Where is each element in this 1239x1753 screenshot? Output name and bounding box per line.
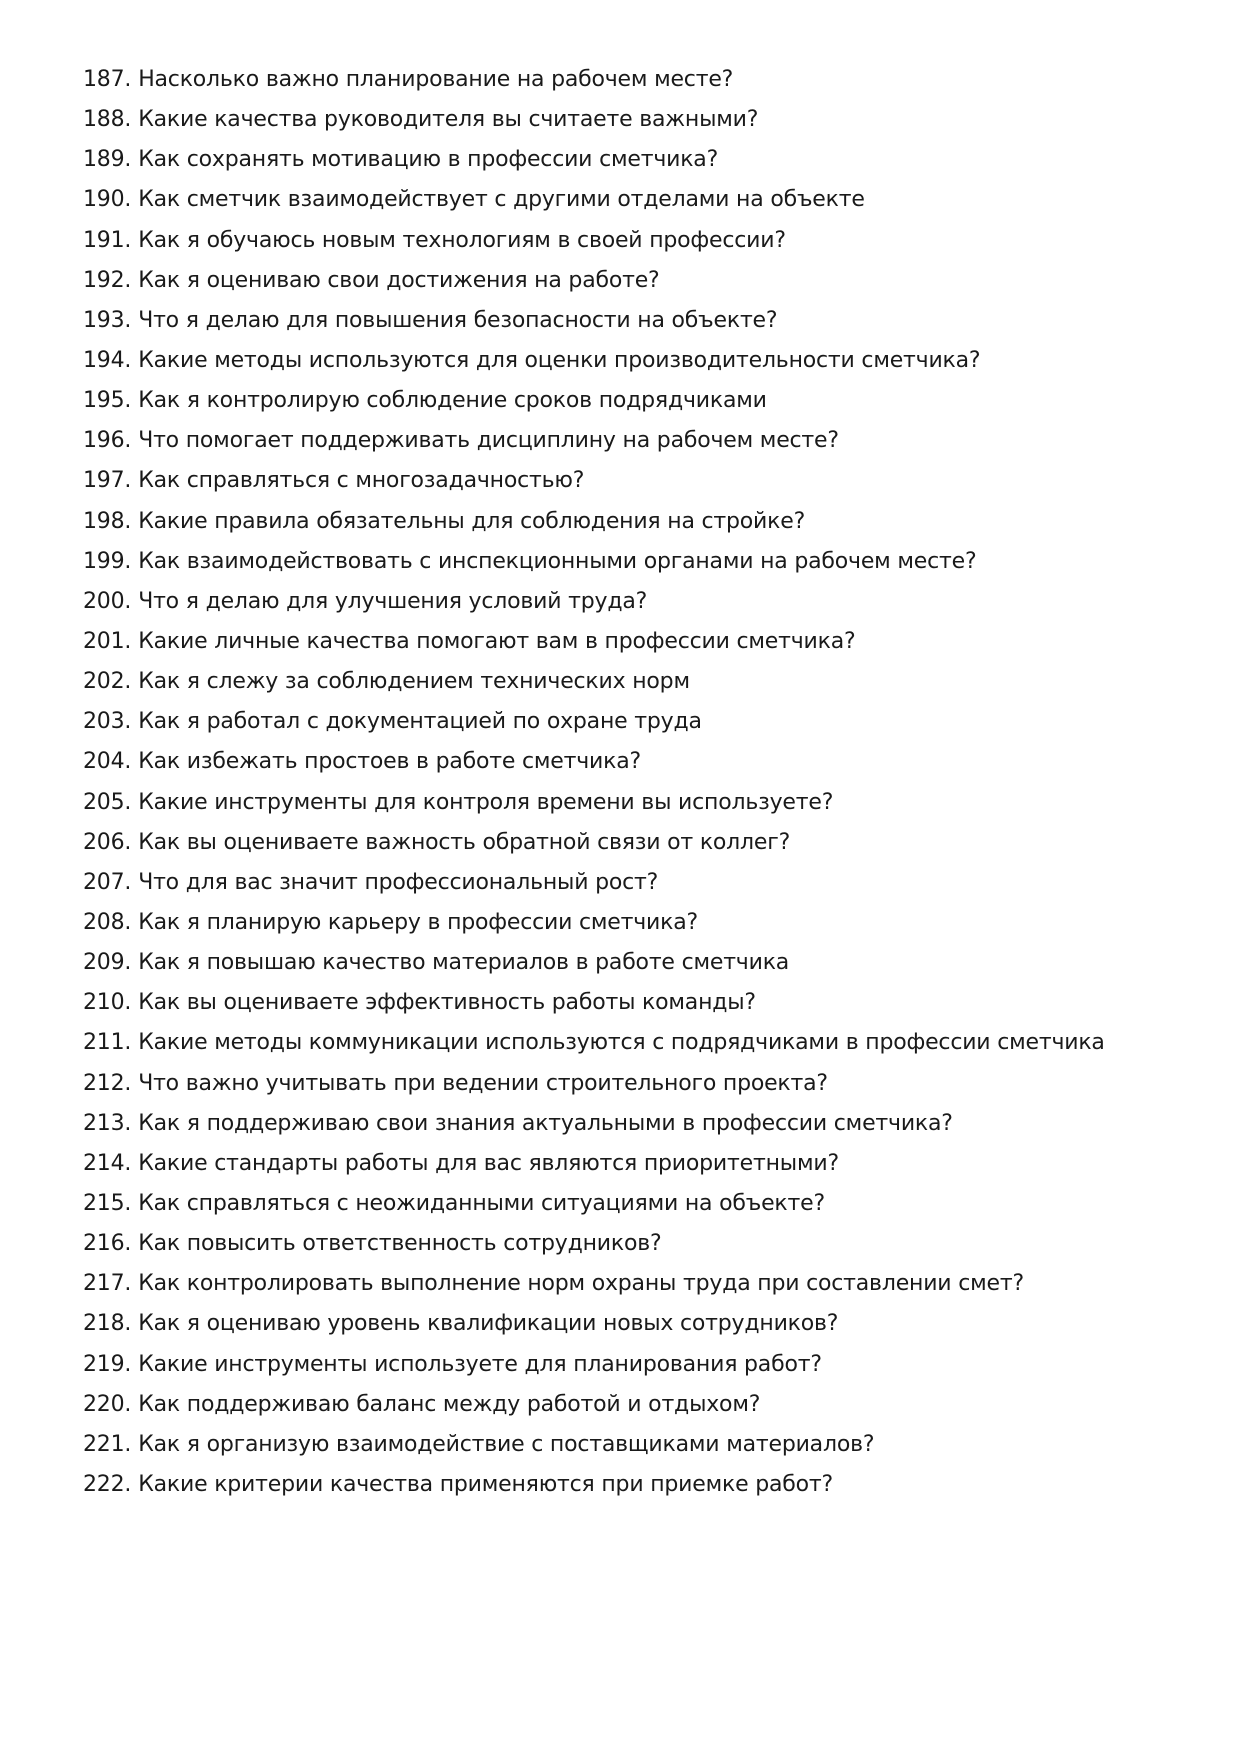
question-item xyxy=(83,221,1203,261)
question-text: Какие инструменты используете для планирования работ? xyxy=(138,1351,822,1377)
question-list xyxy=(83,60,1203,1505)
question-text: Как поддерживаю баланс между работой и отдыхом? xyxy=(138,1391,761,1417)
question-text: Как я обучаюсь новым технологиям в своей профессии? xyxy=(138,227,786,253)
question-item xyxy=(83,582,1203,622)
question-item xyxy=(83,622,1203,662)
question-text: Как я организую взаимодействие с поставщиками материалов? xyxy=(138,1431,875,1457)
question-text: Какие качества руководителя вы считаете важными? xyxy=(138,107,759,133)
question-item xyxy=(83,983,1203,1023)
question-number: 191. xyxy=(83,227,132,253)
question-item xyxy=(83,742,1203,782)
question-text: Как справляться с неожиданными ситуациями на объекте? xyxy=(138,1190,825,1216)
question-item xyxy=(83,662,1203,702)
question-text: Какие стандарты работы для вас являются приоритетными? xyxy=(138,1150,839,1176)
question-number: 205. xyxy=(83,789,132,815)
question-text: Как избежать простоев в работе сметчика? xyxy=(138,749,641,775)
question-item xyxy=(83,1465,1203,1505)
question-number: 220. xyxy=(83,1391,132,1417)
question-text: Как я повышаю качество материалов в работе сметчика xyxy=(138,950,790,976)
question-number: 202. xyxy=(83,669,132,695)
question-text: Как я оцениваю уровень квалификации новых сотрудников? xyxy=(138,1311,839,1337)
question-number: 222. xyxy=(83,1471,132,1497)
question-text: Как взаимодействовать с инспекционными органами на рабочем месте? xyxy=(138,548,977,574)
question-item xyxy=(83,1385,1203,1425)
question-number: 204. xyxy=(83,749,132,775)
question-number: 217. xyxy=(83,1271,132,1297)
question-item xyxy=(83,502,1203,542)
question-number: 210. xyxy=(83,990,132,1016)
question-text: Что помогает поддерживать дисциплину на рабочем месте? xyxy=(138,428,839,454)
question-text: Как повысить ответственность сотрудников? xyxy=(138,1231,662,1257)
question-text: Что для вас значит профессиональный рост? xyxy=(138,869,659,895)
question-text: Что я делаю для повышения безопасности на объекте? xyxy=(138,307,778,333)
question-number: 192. xyxy=(83,267,132,293)
question-number: 187. xyxy=(83,67,132,92)
question-item xyxy=(83,943,1203,983)
question-number: 208. xyxy=(83,909,132,935)
question-item xyxy=(83,542,1203,582)
question-text: Какие критерии качества применяются при приемке работ? xyxy=(138,1471,833,1497)
question-number: 212. xyxy=(83,1070,132,1096)
question-item xyxy=(83,421,1203,461)
question-text: Как я оцениваю свои достижения на работе? xyxy=(138,267,660,293)
question-number: 221. xyxy=(83,1431,132,1457)
question-item xyxy=(83,702,1203,742)
question-item xyxy=(83,1144,1203,1184)
question-item xyxy=(83,863,1203,903)
question-item xyxy=(83,1064,1203,1104)
question-item xyxy=(83,341,1203,381)
question-number: 218. xyxy=(83,1311,132,1337)
question-number: 203. xyxy=(83,709,132,735)
question-text: Как я контролирую соблюдение сроков подрядчиками xyxy=(138,388,767,414)
question-item xyxy=(83,1345,1203,1385)
question-number: 199. xyxy=(83,548,132,574)
question-item xyxy=(83,1104,1203,1144)
question-item xyxy=(83,301,1203,341)
question-text: Как вы оцениваете важность обратной связи от коллег? xyxy=(138,829,791,855)
question-item xyxy=(83,1224,1203,1264)
question-text: Как контролировать выполнение норм охраны труда при составлении смет? xyxy=(138,1271,1024,1297)
question-text: Как сметчик взаимодействует с другими отделами на объекте xyxy=(138,187,865,213)
question-text: Какие методы используются для оценки производительности сметчика? xyxy=(138,347,981,373)
question-number: 215. xyxy=(83,1190,132,1216)
question-number: 206. xyxy=(83,829,132,855)
question-item xyxy=(83,381,1203,421)
question-number: 197. xyxy=(83,468,132,494)
question-number: 193. xyxy=(83,307,132,333)
question-text: Как вы оцениваете эффективность работы команды? xyxy=(138,990,756,1016)
question-text: Как справляться с многозадачностью? xyxy=(138,468,585,494)
question-item xyxy=(83,180,1203,220)
question-number: 189. xyxy=(83,147,132,173)
question-text: Как я работал с документацией по охране труда xyxy=(138,709,702,735)
question-number: 213. xyxy=(83,1110,132,1136)
question-text: Как сохранять мотивацию в профессии сметчика? xyxy=(138,147,719,173)
question-number: 219. xyxy=(83,1351,132,1377)
question-text: Как я слежу за соблюдением технических норм xyxy=(138,669,690,695)
question-number: 195. xyxy=(83,388,132,414)
question-text: Какие методы коммуникации используются с подрядчиками в профессии сметчика xyxy=(138,1030,1105,1056)
question-number: 196. xyxy=(83,428,132,454)
question-item xyxy=(83,1304,1203,1344)
question-number: 198. xyxy=(83,508,132,534)
question-number: 209. xyxy=(83,950,132,976)
question-item xyxy=(83,100,1203,140)
question-item xyxy=(83,1425,1203,1465)
question-text: Какие личные качества помогают вам в профессии сметчика? xyxy=(138,628,856,654)
question-number: 216. xyxy=(83,1231,132,1257)
question-text: Что важно учитывать при ведении строительного проекта? xyxy=(138,1070,828,1096)
question-item xyxy=(83,1184,1203,1224)
question-text: Какие инструменты для контроля времени вы используете? xyxy=(138,789,834,815)
question-number: 188. xyxy=(83,107,132,133)
question-item xyxy=(83,903,1203,943)
question-text: Как я планирую карьеру в профессии сметчика? xyxy=(138,909,698,935)
question-item xyxy=(83,823,1203,863)
question-text: Как я поддерживаю свои знания актуальными в профессии сметчика? xyxy=(138,1110,953,1136)
question-item xyxy=(83,461,1203,501)
question-item xyxy=(83,140,1203,180)
question-item xyxy=(83,261,1203,301)
question-item xyxy=(83,1023,1203,1063)
question-number: 214. xyxy=(83,1150,132,1176)
question-text: Какие правила обязательны для соблюдения на стройке? xyxy=(138,508,806,534)
question-text: Насколько важно планирование на рабочем месте? xyxy=(138,67,734,92)
question-item xyxy=(83,1264,1203,1304)
question-item xyxy=(83,60,1203,100)
question-item xyxy=(83,783,1203,823)
question-number: 201. xyxy=(83,628,132,654)
question-number: 200. xyxy=(83,588,132,614)
question-number: 190. xyxy=(83,187,132,213)
question-number: 211. xyxy=(83,1030,132,1056)
question-number: 194. xyxy=(83,347,132,373)
question-number: 207. xyxy=(83,869,132,895)
question-text: Что я делаю для улучшения условий труда? xyxy=(138,588,648,614)
